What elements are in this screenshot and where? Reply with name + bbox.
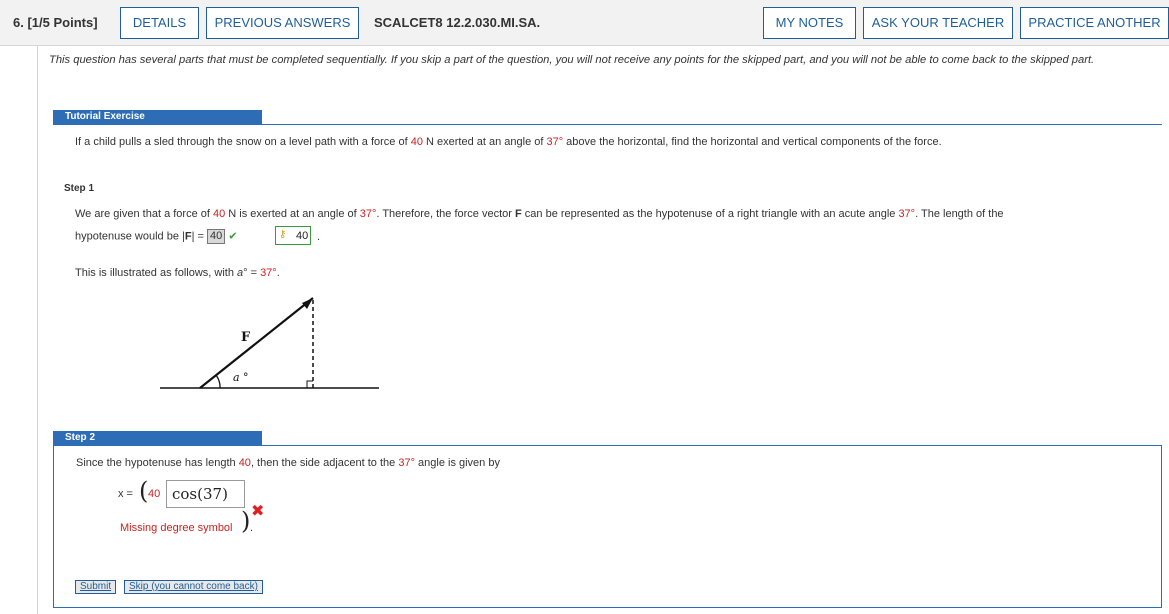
submit-button[interactable]: Submit — [75, 580, 116, 594]
details-button[interactable]: DETAILS — [120, 7, 199, 39]
open-paren: ( — [139, 477, 149, 505]
tutorial-tab: Tutorial Exercise — [53, 110, 262, 124]
label-F: F — [241, 330, 251, 345]
error-message: Missing degree symbol — [120, 522, 233, 534]
skip-button[interactable]: Skip (you cannot come back) — [124, 580, 263, 594]
step1-line2: hypotenuse would be |F| = 40 ✔ — [75, 230, 238, 243]
label-a: a ° — [233, 371, 249, 384]
left-divider — [37, 46, 38, 614]
period: . — [317, 231, 321, 243]
ask-teacher-button[interactable]: ASK YOUR TEACHER — [863, 7, 1013, 39]
question-header — [0, 0, 1169, 46]
my-notes-button[interactable]: MY NOTES — [763, 7, 856, 39]
previous-answers-button[interactable]: PREVIOUS ANSWERS — [206, 7, 359, 39]
force-value: 40 — [410, 136, 423, 148]
cosine-input[interactable]: cos(37) — [166, 480, 245, 508]
tutorial-divider — [53, 124, 1162, 125]
question-code: SCALCET8 12.2.030.MI.SA. — [374, 15, 541, 30]
question-number: 6. [1/5 Points] — [13, 15, 98, 30]
angle-arc — [216, 375, 220, 388]
key-icon: ⚷ — [279, 229, 287, 240]
coefficient: 40 — [148, 488, 161, 500]
step1-line1: We are given that a force of 40 N is exerted at an angle of 37°. Therefore, the force vector F can be represented as the hypotenuse of a right triangle with an acute angle 37°. The length of the — [75, 208, 1004, 220]
answer-box: 40 — [207, 229, 225, 244]
period-2: . — [250, 522, 254, 534]
right-angle-marker — [307, 381, 313, 388]
problem-statement: If a child pulls a sled through the snow on a level path with a force of 40 N exerted at an angle of 37° above the horizontal, find the horizontal and vertical components of the force. — [75, 136, 942, 148]
key-answer-value: 40 — [296, 230, 309, 242]
step2-tab: Step 2 — [53, 431, 262, 445]
close-paren: ) — [241, 507, 251, 535]
step1-heading: Step 1 — [64, 183, 95, 194]
practice-another-button[interactable]: PRACTICE ANOTHER — [1020, 7, 1169, 39]
intro-text: This question has several parts that must be completed sequentially. If you skip a part of the question, you will not receive any points for the skipped part, and you will not be able to come back to the skipped part. — [49, 54, 1095, 66]
step2-text: Since the hypotenuse has length 40, then the side adjacent to the 37° angle is given by — [76, 457, 500, 469]
check-icon: ✔ — [228, 230, 238, 243]
illustration-caption: This is illustrated as follows, with a° = 37°. — [75, 267, 280, 279]
angle-value: 37° — [546, 136, 564, 148]
force-vector — [200, 298, 313, 388]
error-x-icon: ✖ — [251, 503, 265, 520]
force-triangle-diagram — [150, 290, 390, 400]
arrow-head — [302, 298, 313, 309]
x-equals: x = — [118, 488, 133, 500]
key-answer-box[interactable] — [275, 226, 311, 245]
